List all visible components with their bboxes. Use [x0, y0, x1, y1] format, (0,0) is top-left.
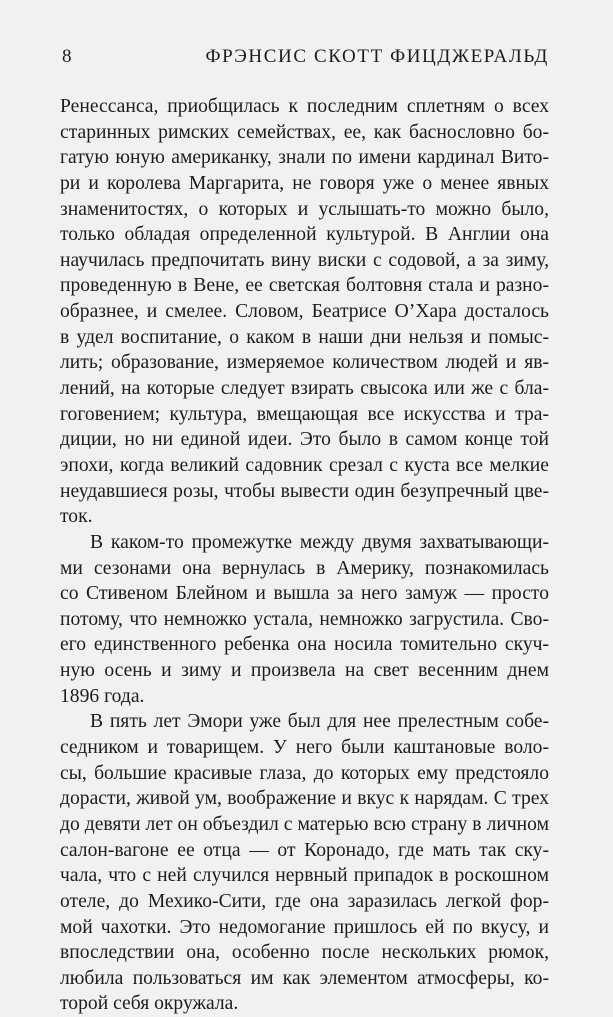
running-head	[60, 44, 549, 70]
text-line: салон-вагоне ее отца — от Коронадо, где мать так ску-	[60, 839, 549, 861]
text-line: старинных римских семействах, ее, как баснословно бо-	[60, 121, 549, 143]
text-line: седником и товарищем. У него были каштановые воло-	[60, 737, 549, 759]
text-line: 1896 года.	[60, 685, 145, 707]
text-line: знаменитостях, о которых и услышать-то можно было,	[60, 198, 549, 220]
text-line: ми сезонами она вернулась в Америку, познакомилась	[60, 557, 549, 579]
text-line: научилась предпочитать вину виски с содовой, а за зиму,	[60, 249, 549, 271]
page-number: 8	[62, 46, 72, 67]
text-line: гатую юную американку, знали по имени кардинал Вито-	[60, 147, 549, 169]
text-line: диции, но ни единой идеи. Это было в самом конце той	[60, 429, 549, 451]
text-line: Ренессанса, приобщилась к последним сплетням о всех	[60, 96, 549, 117]
text-line: дорасти, живой ум, воображение и вкус к нарядам. С трех	[60, 788, 549, 810]
paragraph	[60, 709, 549, 1017]
text-line: в удел воспитание, о каком в наши дни нельзя и помыс-	[60, 326, 549, 348]
text-line: потому, что немножко устала, немножко загрустила. Сво-	[60, 608, 549, 630]
text-line: со Стивеном Блейном и вышла за него замуж — просто	[60, 583, 549, 605]
text-line: впоследствии она, особенно после нескольких рюмок,	[60, 942, 549, 964]
text-line: ри и королева Маргарита, не говоря уже о менее явных	[60, 172, 549, 194]
text-line: образнее, и смелее. Словом, Беатрисе О’Хара досталось	[60, 301, 549, 323]
text-line: торой себя окружала.	[60, 993, 239, 1015]
text-line: до девяти лет он объездил с матерью всю страну в личном	[60, 813, 549, 835]
text-line: лений, на которые следует взирать свысока или же с бла-	[60, 378, 549, 400]
text-line: чала, что с ней случился нервный припадок в роскошном	[60, 865, 549, 887]
text-line: любила пользоваться им как элементом атмосферы, ко-	[60, 967, 549, 989]
text-line: ную осень и зиму и произвела на свет весенним днем	[60, 660, 549, 682]
running-title: ФРЭНСИС СКОТТ ФИЦДЖЕРАЛЬД	[205, 46, 549, 67]
text-line: эпохи, когда великий садовник срезал с куста все мелкие	[60, 454, 549, 476]
text-line: ток.	[60, 506, 93, 528]
text-line: В каком-то промежутке между двумя захватывающи-	[90, 531, 549, 553]
text-line: его единственного ребенка она носила томительно скуч-	[60, 634, 549, 656]
body-text	[60, 94, 549, 1017]
text-line: В пять лет Эмори уже был для нее прелестным собе-	[90, 711, 549, 733]
text-line: лить; образование, измеряемое количеством людей и яв-	[60, 352, 549, 374]
text-line: мой чахотки. Это недомогание пришлось ей по вкусу, и	[60, 916, 549, 938]
text-line: гоговением; культура, вмещающая все искусства и тра-	[60, 403, 549, 425]
text-line: неудавшиеся розы, чтобы вывести один безупречный цве-	[60, 480, 549, 502]
text-line: сы, большие красивые глаза, до которых ему предстояло	[60, 762, 549, 784]
text-line: отеле, до Мехико-Сити, где она заразилась легкой фор-	[60, 890, 549, 912]
text-line: только обладая определенной культурой. В Англии она	[60, 224, 549, 246]
text-line: проведенную в Вене, ее светская болтовня стала и разно-	[60, 275, 549, 297]
paragraph	[60, 530, 549, 709]
paragraph	[60, 94, 549, 530]
